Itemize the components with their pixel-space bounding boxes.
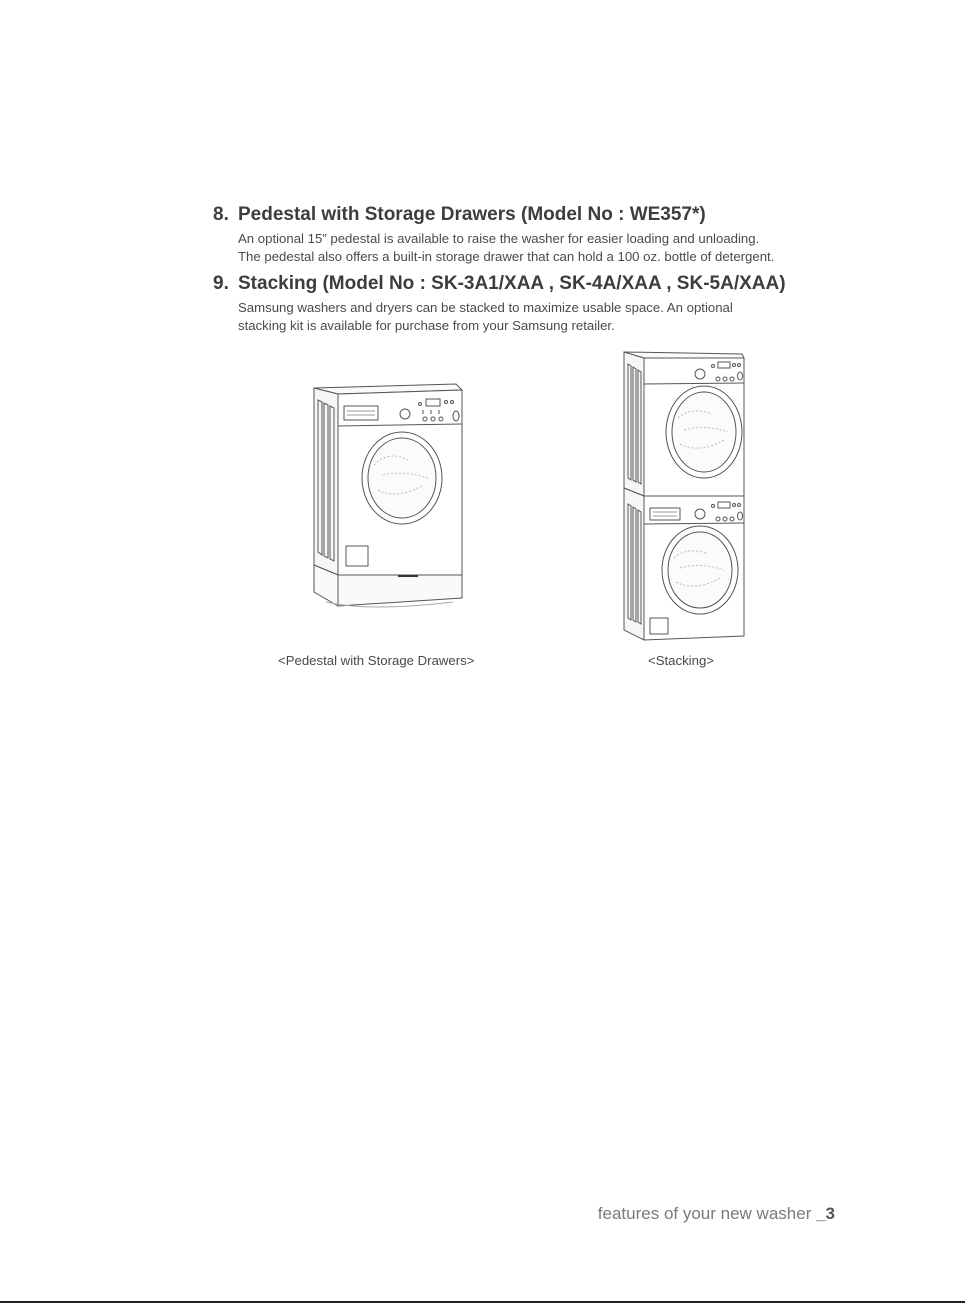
page-number: _3 xyxy=(816,1204,835,1223)
washer-on-pedestal-image xyxy=(308,380,468,612)
body-line: Samsung washers and dryers can be stacked to maximize usable space. An optional xyxy=(238,300,733,315)
section-number: 8. xyxy=(213,204,229,225)
page-footer xyxy=(598,1204,835,1224)
pedestal-washer-illustration xyxy=(308,380,468,612)
section-title-pedestal xyxy=(213,203,853,227)
stacked-washer-dryer-image xyxy=(620,348,750,643)
section-heading: Stacking (Model No : SK-3A1/XAA , SK-4A/XAA , SK-5A/XAA) xyxy=(238,273,786,294)
body-line: The pedestal also offers a built-in storage drawer that can hold a 100 oz. bottle of detergent. xyxy=(238,248,775,264)
bottom-rule xyxy=(0,1301,965,1303)
section-body-stacking xyxy=(238,299,853,334)
section-stacking xyxy=(213,272,853,334)
footer-text: features of your new washer xyxy=(597,1204,817,1223)
section-number: 9. xyxy=(213,273,229,294)
body-line: An optional 15” pedestal is available to raise the washer for easier loading and unloading. xyxy=(238,231,760,246)
body-line: stacking kit is available for purchase from your Samsung retailer. xyxy=(238,317,615,333)
section-title-stacking xyxy=(213,272,853,296)
stacking-illustration xyxy=(620,348,750,643)
stacking-caption: <Stacking> xyxy=(648,653,714,668)
pedestal-caption: <Pedestal with Storage Drawers> xyxy=(278,653,475,668)
section-pedestal xyxy=(213,203,853,265)
section-body-pedestal xyxy=(238,230,853,265)
section-heading: Pedestal with Storage Drawers (Model No : WE357*) xyxy=(238,204,706,225)
